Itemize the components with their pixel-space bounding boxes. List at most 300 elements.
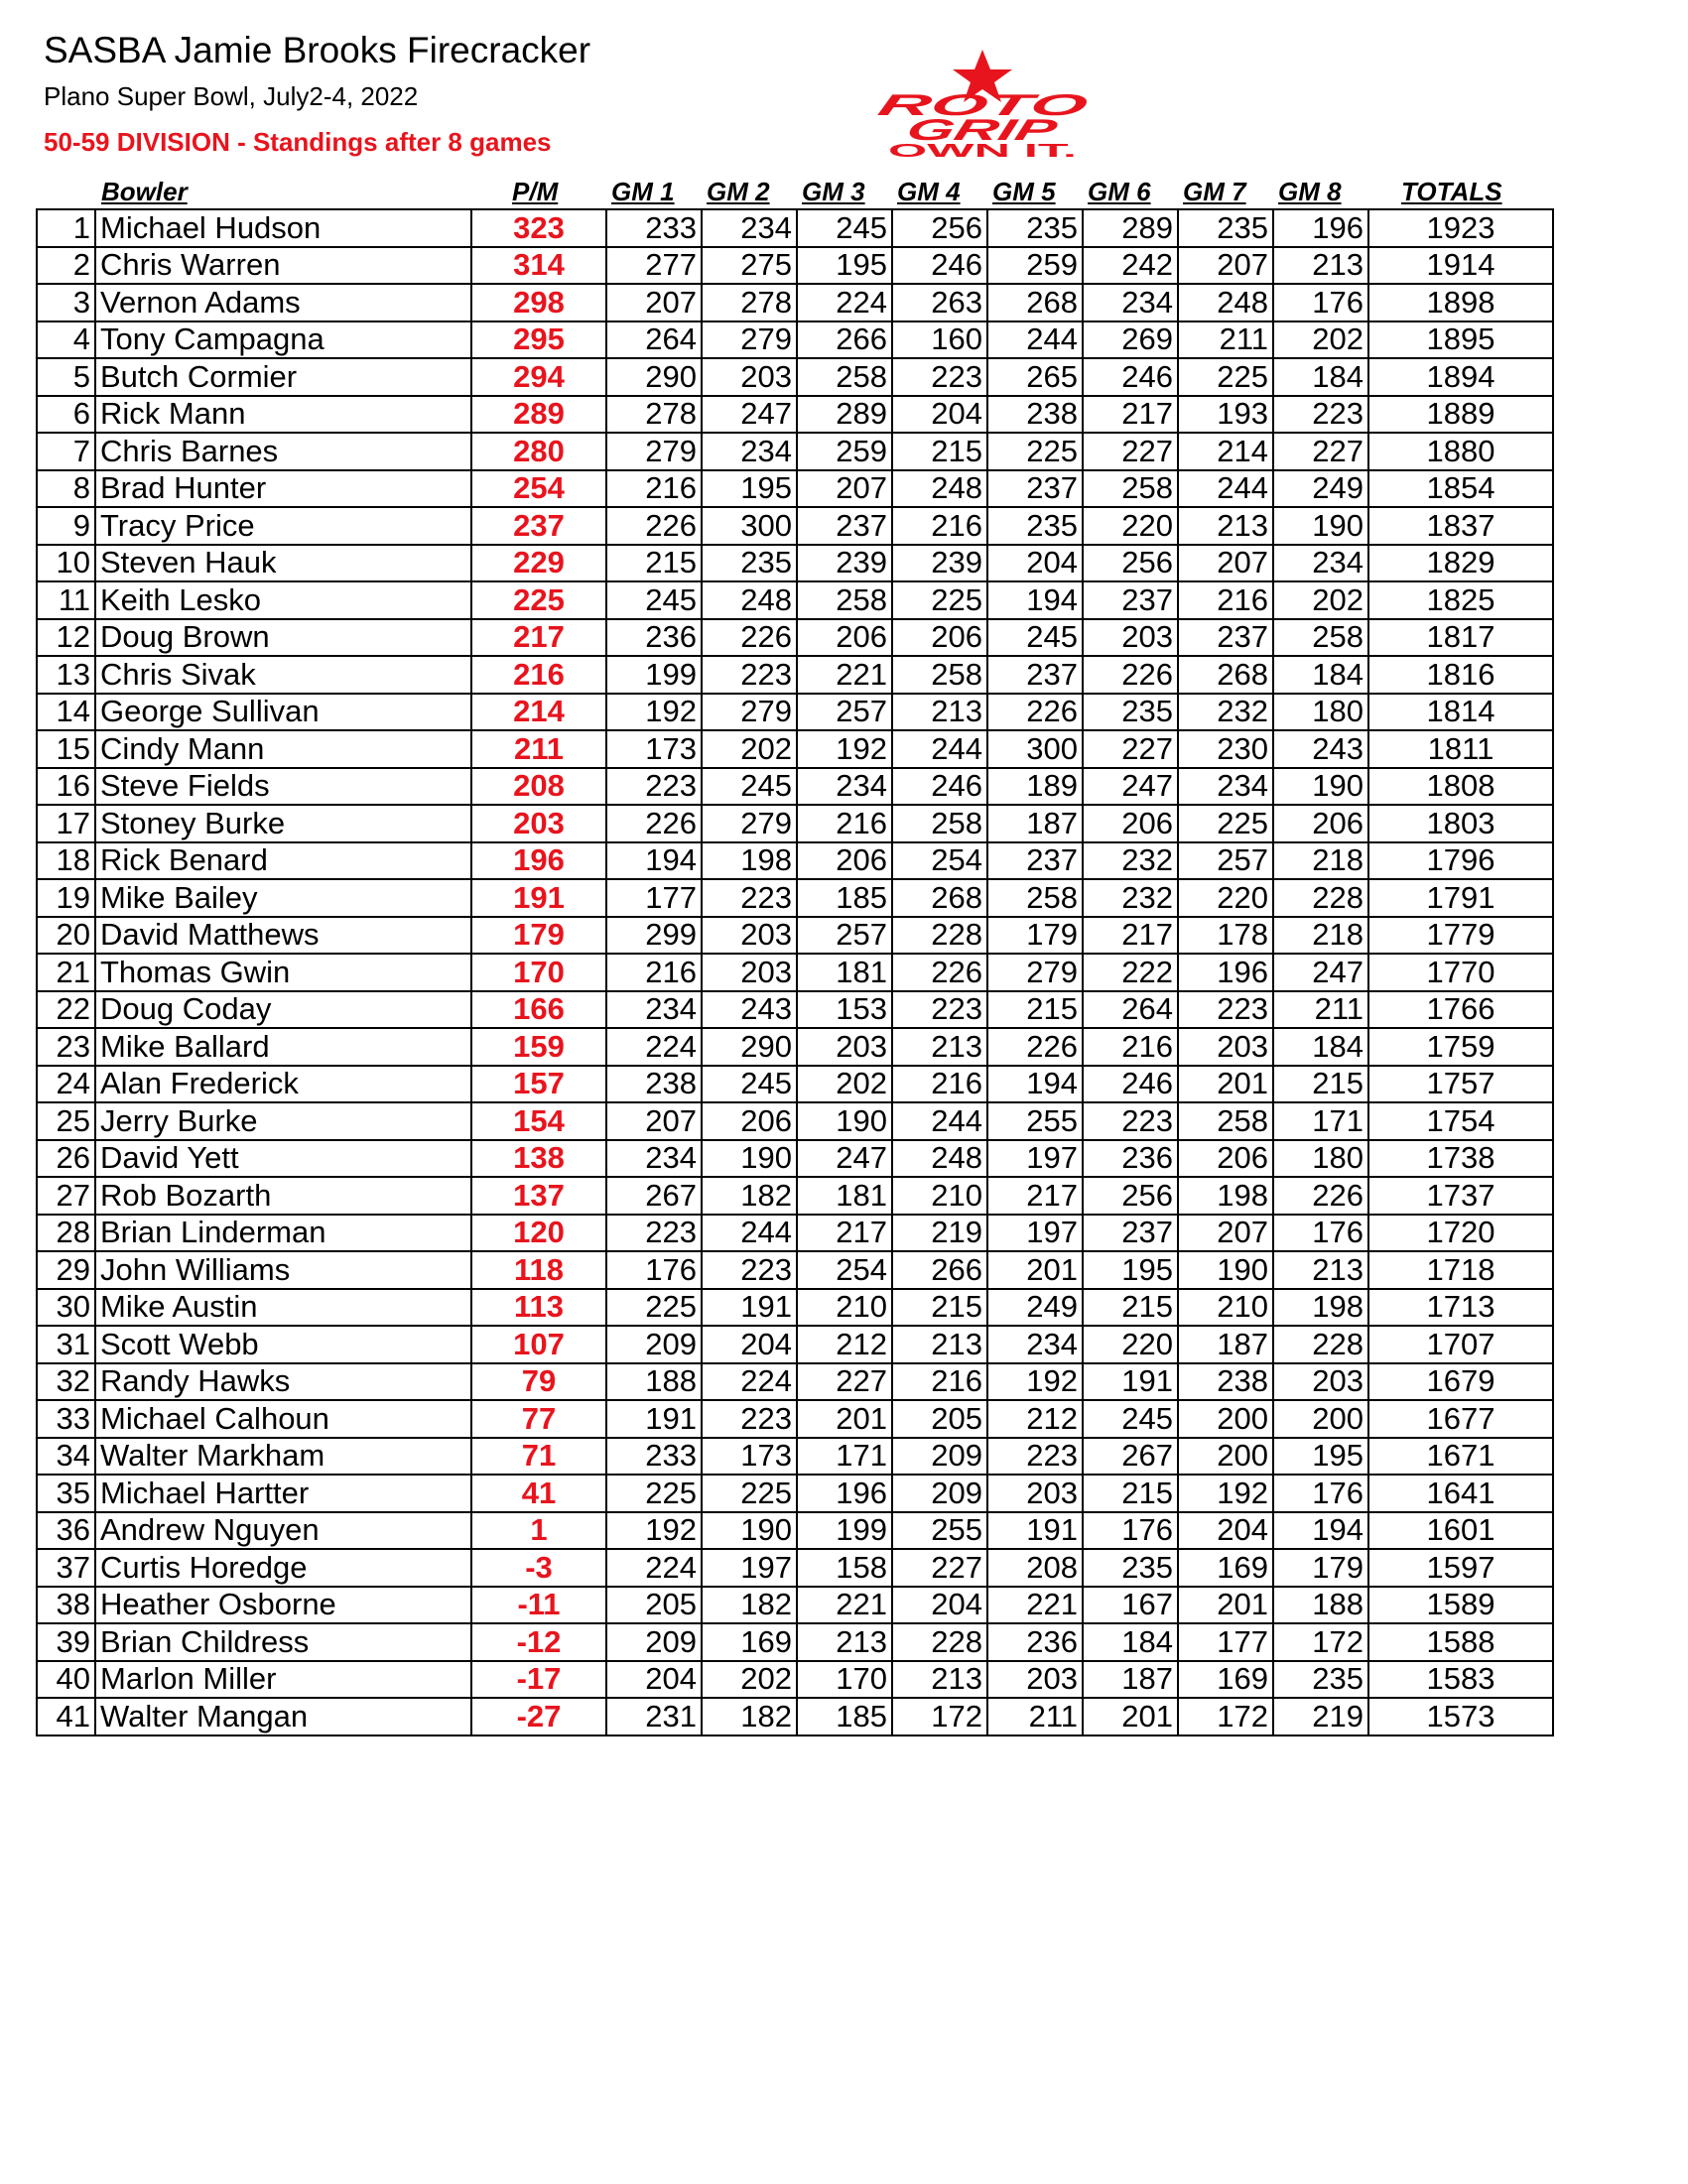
game-3-cell: 259 xyxy=(797,433,892,470)
plus-minus-cell: 216 xyxy=(471,656,606,694)
plus-minus-cell: 294 xyxy=(471,358,606,396)
game-4-cell: 258 xyxy=(892,656,987,694)
game-2-cell: 197 xyxy=(702,1549,797,1587)
game-7-cell: 223 xyxy=(1178,991,1273,1029)
table-row xyxy=(37,1400,1553,1438)
game-4-cell: 213 xyxy=(892,1661,987,1699)
total-pins-cell: 1808 xyxy=(1368,768,1553,806)
game-3-cell: 221 xyxy=(797,656,892,694)
game-2-cell: 234 xyxy=(702,433,797,470)
header-gm4: GM 4 xyxy=(897,177,961,206)
game-7-cell: 214 xyxy=(1178,433,1273,470)
total-pins-cell: 1583 xyxy=(1368,1661,1553,1699)
game-5-cell: 201 xyxy=(987,1251,1083,1289)
plus-minus-cell: 217 xyxy=(471,619,606,657)
table-row xyxy=(37,954,1553,991)
rank-cell: 5 xyxy=(37,358,95,396)
game-7-cell: 200 xyxy=(1178,1438,1273,1476)
game-6-cell: 247 xyxy=(1083,768,1178,806)
game-5-cell: 279 xyxy=(987,954,1083,991)
rank-cell: 23 xyxy=(37,1028,95,1066)
game-2-cell: 202 xyxy=(702,730,797,768)
game-8-cell: 258 xyxy=(1273,619,1368,657)
game-8-cell: 219 xyxy=(1273,1698,1368,1735)
game-4-cell: 263 xyxy=(892,284,987,321)
game-5-cell: 221 xyxy=(987,1587,1083,1624)
game-6-cell: 203 xyxy=(1083,619,1178,657)
game-5-cell: 235 xyxy=(987,209,1083,247)
game-5-cell: 192 xyxy=(987,1363,1083,1401)
game-4-cell: 213 xyxy=(892,694,987,731)
bowler-name-cell: Walter Markham xyxy=(95,1438,471,1476)
game-5-cell: 259 xyxy=(987,247,1083,285)
plus-minus-cell: 107 xyxy=(471,1326,606,1363)
game-6-cell: 201 xyxy=(1083,1698,1178,1735)
game-8-cell: 176 xyxy=(1273,284,1368,321)
game-7-cell: 238 xyxy=(1178,1363,1273,1401)
game-8-cell: 180 xyxy=(1273,1140,1368,1178)
total-pins-cell: 1766 xyxy=(1368,991,1553,1029)
game-2-cell: 190 xyxy=(702,1512,797,1550)
total-pins-cell: 1816 xyxy=(1368,656,1553,694)
game-6-cell: 215 xyxy=(1083,1475,1178,1512)
game-4-cell: 223 xyxy=(892,991,987,1029)
game-6-cell: 234 xyxy=(1083,284,1178,321)
game-1-cell: 264 xyxy=(606,321,702,359)
game-4-cell: 215 xyxy=(892,433,987,470)
game-1-cell: 188 xyxy=(606,1363,702,1401)
game-8-cell: 184 xyxy=(1273,656,1368,694)
plus-minus-cell: 154 xyxy=(471,1102,606,1140)
game-5-cell: 203 xyxy=(987,1475,1083,1512)
total-pins-cell: 1677 xyxy=(1368,1400,1553,1438)
game-2-cell: 206 xyxy=(702,1102,797,1140)
game-5-cell: 179 xyxy=(987,917,1083,955)
game-7-cell: 192 xyxy=(1178,1475,1273,1512)
game-7-cell: 207 xyxy=(1178,1215,1273,1252)
game-2-cell: 203 xyxy=(702,954,797,991)
total-pins-cell: 1641 xyxy=(1368,1475,1553,1512)
game-4-cell: 256 xyxy=(892,209,987,247)
logo-line2: GRIP xyxy=(903,113,984,147)
game-6-cell: 235 xyxy=(1083,1549,1178,1587)
game-2-cell: 248 xyxy=(702,581,797,619)
bowler-name-cell: Brad Hunter xyxy=(95,470,471,508)
table-row xyxy=(37,1623,1553,1661)
bowler-name-cell: Rob Bozarth xyxy=(95,1177,471,1215)
header-totals: TOTALS xyxy=(1401,177,1502,206)
total-pins-cell: 1671 xyxy=(1368,1438,1553,1476)
total-pins-cell: 1573 xyxy=(1368,1698,1553,1735)
game-1-cell: 234 xyxy=(606,1140,702,1178)
game-2-cell: 182 xyxy=(702,1698,797,1735)
game-6-cell: 223 xyxy=(1083,1102,1178,1140)
header-bowler: Bowler xyxy=(101,177,188,206)
game-4-cell: 254 xyxy=(892,842,987,880)
game-2-cell: 223 xyxy=(702,656,797,694)
game-1-cell: 209 xyxy=(606,1623,702,1661)
plus-minus-cell: 225 xyxy=(471,581,606,619)
game-6-cell: 264 xyxy=(1083,991,1178,1029)
game-7-cell: 169 xyxy=(1178,1549,1273,1587)
game-3-cell: 247 xyxy=(797,1140,892,1178)
game-8-cell: 203 xyxy=(1273,1363,1368,1401)
rank-cell: 28 xyxy=(37,1215,95,1252)
rank-cell: 12 xyxy=(37,619,95,657)
game-7-cell: 225 xyxy=(1178,358,1273,396)
plus-minus-cell: 166 xyxy=(471,991,606,1029)
plus-minus-cell: 314 xyxy=(471,247,606,285)
game-1-cell: 238 xyxy=(606,1066,702,1103)
bowler-name-cell: Stoney Burke xyxy=(95,805,471,842)
table-row xyxy=(37,694,1553,731)
game-2-cell: 190 xyxy=(702,1140,797,1178)
game-3-cell: 158 xyxy=(797,1549,892,1587)
game-8-cell: 195 xyxy=(1273,1438,1368,1476)
game-8-cell: 180 xyxy=(1273,694,1368,731)
game-3-cell: 289 xyxy=(797,396,892,434)
table-row xyxy=(37,991,1553,1029)
rank-cell: 33 xyxy=(37,1400,95,1438)
game-4-cell: 248 xyxy=(892,470,987,508)
game-7-cell: 237 xyxy=(1178,619,1273,657)
table-row xyxy=(37,545,1553,582)
game-2-cell: 182 xyxy=(702,1587,797,1624)
plus-minus-cell: 118 xyxy=(471,1251,606,1289)
game-2-cell: 203 xyxy=(702,358,797,396)
rank-cell: 7 xyxy=(37,433,95,470)
game-2-cell: 279 xyxy=(702,321,797,359)
rank-cell: 13 xyxy=(37,656,95,694)
table-row xyxy=(37,1251,1553,1289)
game-8-cell: 213 xyxy=(1273,1251,1368,1289)
game-5-cell: 265 xyxy=(987,358,1083,396)
game-1-cell: 173 xyxy=(606,730,702,768)
game-8-cell: 202 xyxy=(1273,581,1368,619)
bowler-name-cell: Vernon Adams xyxy=(95,284,471,321)
game-2-cell: 204 xyxy=(702,1326,797,1363)
bowler-name-cell: Michael Hartter xyxy=(95,1475,471,1512)
game-5-cell: 197 xyxy=(987,1140,1083,1178)
game-4-cell: 248 xyxy=(892,1140,987,1178)
game-1-cell: 225 xyxy=(606,1475,702,1512)
game-1-cell: 224 xyxy=(606,1028,702,1066)
bowler-name-cell: John Williams xyxy=(95,1251,471,1289)
game-1-cell: 192 xyxy=(606,1512,702,1550)
total-pins-cell: 1597 xyxy=(1368,1549,1553,1587)
game-2-cell: 278 xyxy=(702,284,797,321)
game-6-cell: 246 xyxy=(1083,1066,1178,1103)
plus-minus-cell: 137 xyxy=(471,1177,606,1215)
game-3-cell: 258 xyxy=(797,581,892,619)
game-4-cell: 209 xyxy=(892,1475,987,1512)
total-pins-cell: 1837 xyxy=(1368,507,1553,545)
total-pins-cell: 1894 xyxy=(1368,358,1553,396)
table-row xyxy=(37,805,1553,842)
game-7-cell: 213 xyxy=(1178,507,1273,545)
game-5-cell: 249 xyxy=(987,1289,1083,1327)
game-2-cell: 195 xyxy=(702,470,797,508)
plus-minus-cell: 203 xyxy=(471,805,606,842)
rank-cell: 4 xyxy=(37,321,95,359)
game-6-cell: 235 xyxy=(1083,694,1178,731)
total-pins-cell: 1814 xyxy=(1368,694,1553,731)
game-7-cell: 178 xyxy=(1178,917,1273,955)
plus-minus-cell: 214 xyxy=(471,694,606,731)
table-row xyxy=(37,1028,1553,1066)
game-6-cell: 215 xyxy=(1083,1289,1178,1327)
game-7-cell: 257 xyxy=(1178,842,1273,880)
rank-cell: 40 xyxy=(37,1661,95,1699)
table-row xyxy=(37,358,1553,396)
plus-minus-cell: -11 xyxy=(471,1587,606,1624)
plus-minus-cell: 159 xyxy=(471,1028,606,1066)
game-3-cell: 254 xyxy=(797,1251,892,1289)
game-6-cell: 195 xyxy=(1083,1251,1178,1289)
game-8-cell: 171 xyxy=(1273,1102,1368,1140)
rank-cell: 25 xyxy=(37,1102,95,1140)
game-7-cell: 201 xyxy=(1178,1066,1273,1103)
game-2-cell: 225 xyxy=(702,1475,797,1512)
table-row xyxy=(37,209,1553,247)
game-1-cell: 236 xyxy=(606,619,702,657)
game-6-cell: 242 xyxy=(1083,247,1178,285)
game-6-cell: 236 xyxy=(1083,1140,1178,1178)
game-6-cell: 237 xyxy=(1083,581,1178,619)
game-4-cell: 204 xyxy=(892,1587,987,1624)
game-8-cell: 218 xyxy=(1273,917,1368,955)
game-8-cell: 234 xyxy=(1273,545,1368,582)
game-7-cell: 203 xyxy=(1178,1028,1273,1066)
header-pm: P/M xyxy=(512,177,559,206)
game-4-cell: 204 xyxy=(892,396,987,434)
game-1-cell: 223 xyxy=(606,768,702,806)
game-2-cell: 223 xyxy=(702,879,797,917)
game-6-cell: 206 xyxy=(1083,805,1178,842)
game-1-cell: 225 xyxy=(606,1289,702,1327)
rank-cell: 11 xyxy=(37,581,95,619)
game-2-cell: 275 xyxy=(702,247,797,285)
game-4-cell: 244 xyxy=(892,1102,987,1140)
game-7-cell: 234 xyxy=(1178,768,1273,806)
game-6-cell: 232 xyxy=(1083,842,1178,880)
game-4-cell: 255 xyxy=(892,1512,987,1550)
game-2-cell: 223 xyxy=(702,1251,797,1289)
game-7-cell: 196 xyxy=(1178,954,1273,991)
bowler-name-cell: Chris Sivak xyxy=(95,656,471,694)
rank-cell: 32 xyxy=(37,1363,95,1401)
event-subtitle: Plano Super Bowl, July2-4, 2022 xyxy=(44,81,419,111)
total-pins-cell: 1829 xyxy=(1368,545,1553,582)
game-5-cell: 235 xyxy=(987,507,1083,545)
game-4-cell: 227 xyxy=(892,1549,987,1587)
game-3-cell: 206 xyxy=(797,842,892,880)
game-1-cell: 216 xyxy=(606,470,702,508)
table-row xyxy=(37,247,1553,285)
game-6-cell: 227 xyxy=(1083,433,1178,470)
game-5-cell: 237 xyxy=(987,470,1083,508)
table-row xyxy=(37,1438,1553,1476)
game-2-cell: 173 xyxy=(702,1438,797,1476)
game-3-cell: 207 xyxy=(797,470,892,508)
bowler-name-cell: Mike Bailey xyxy=(95,879,471,917)
game-4-cell: 219 xyxy=(892,1215,987,1252)
game-7-cell: 235 xyxy=(1178,209,1273,247)
header-gm5: GM 5 xyxy=(992,177,1056,206)
table-row xyxy=(37,656,1553,694)
plus-minus-cell: 120 xyxy=(471,1215,606,1252)
game-6-cell: 269 xyxy=(1083,321,1178,359)
game-4-cell: 228 xyxy=(892,1623,987,1661)
total-pins-cell: 1757 xyxy=(1368,1066,1553,1103)
rank-cell: 20 xyxy=(37,917,95,955)
bowler-name-cell: Alan Frederick xyxy=(95,1066,471,1103)
game-6-cell: 217 xyxy=(1083,396,1178,434)
total-pins-cell: 1589 xyxy=(1368,1587,1553,1624)
game-2-cell: 169 xyxy=(702,1623,797,1661)
game-5-cell: 194 xyxy=(987,1066,1083,1103)
plus-minus-cell: 157 xyxy=(471,1066,606,1103)
table-row xyxy=(37,1066,1553,1103)
game-1-cell: 277 xyxy=(606,247,702,285)
rank-cell: 26 xyxy=(37,1140,95,1178)
game-5-cell: 237 xyxy=(987,842,1083,880)
game-1-cell: 215 xyxy=(606,545,702,582)
total-pins-cell: 1803 xyxy=(1368,805,1553,842)
game-3-cell: 181 xyxy=(797,1177,892,1215)
rank-cell: 2 xyxy=(37,247,95,285)
total-pins-cell: 1588 xyxy=(1368,1623,1553,1661)
game-8-cell: 184 xyxy=(1273,358,1368,396)
game-5-cell: 226 xyxy=(987,694,1083,731)
table-row xyxy=(37,917,1553,955)
game-5-cell: 225 xyxy=(987,433,1083,470)
game-7-cell: 207 xyxy=(1178,545,1273,582)
rank-cell: 15 xyxy=(37,730,95,768)
game-1-cell: 216 xyxy=(606,954,702,991)
rank-cell: 9 xyxy=(37,507,95,545)
table-row xyxy=(37,1698,1553,1735)
plus-minus-cell: 1 xyxy=(471,1512,606,1550)
rank-cell: 38 xyxy=(37,1587,95,1624)
game-6-cell: 226 xyxy=(1083,656,1178,694)
bowler-name-cell: David Yett xyxy=(95,1140,471,1178)
bowler-name-cell: Michael Hudson xyxy=(95,209,471,247)
bowler-name-cell: Chris Warren xyxy=(95,247,471,285)
game-3-cell: 185 xyxy=(797,1698,892,1735)
plus-minus-cell: 254 xyxy=(471,470,606,508)
game-6-cell: 176 xyxy=(1083,1512,1178,1550)
total-pins-cell: 1923 xyxy=(1368,209,1553,247)
game-6-cell: 227 xyxy=(1083,730,1178,768)
total-pins-cell: 1880 xyxy=(1368,433,1553,470)
game-2-cell: 244 xyxy=(702,1215,797,1252)
game-7-cell: 190 xyxy=(1178,1251,1273,1289)
game-3-cell: 227 xyxy=(797,1363,892,1401)
game-6-cell: 258 xyxy=(1083,470,1178,508)
game-4-cell: 244 xyxy=(892,730,987,768)
game-5-cell: 217 xyxy=(987,1177,1083,1215)
table-row xyxy=(37,321,1553,359)
game-2-cell: 223 xyxy=(702,1400,797,1438)
game-4-cell: 258 xyxy=(892,805,987,842)
game-8-cell: 172 xyxy=(1273,1623,1368,1661)
game-5-cell: 245 xyxy=(987,619,1083,657)
game-1-cell: 176 xyxy=(606,1251,702,1289)
bowler-name-cell: Rick Mann xyxy=(95,396,471,434)
game-4-cell: 213 xyxy=(892,1028,987,1066)
total-pins-cell: 1817 xyxy=(1368,619,1553,657)
game-8-cell: 226 xyxy=(1273,1177,1368,1215)
game-3-cell: 224 xyxy=(797,284,892,321)
game-3-cell: 266 xyxy=(797,321,892,359)
game-6-cell: 167 xyxy=(1083,1587,1178,1624)
plus-minus-cell: 71 xyxy=(471,1438,606,1476)
game-7-cell: 198 xyxy=(1178,1177,1273,1215)
game-7-cell: 206 xyxy=(1178,1140,1273,1178)
game-7-cell: 193 xyxy=(1178,396,1273,434)
game-1-cell: 204 xyxy=(606,1661,702,1699)
rank-cell: 22 xyxy=(37,991,95,1029)
total-pins-cell: 1754 xyxy=(1368,1102,1553,1140)
table-row xyxy=(37,879,1553,917)
table-row xyxy=(37,1326,1553,1363)
table-row xyxy=(37,1549,1553,1587)
game-8-cell: 190 xyxy=(1273,768,1368,806)
total-pins-cell: 1779 xyxy=(1368,917,1553,955)
game-6-cell: 289 xyxy=(1083,209,1178,247)
game-3-cell: 170 xyxy=(797,1661,892,1699)
game-6-cell: 232 xyxy=(1083,879,1178,917)
game-4-cell: 210 xyxy=(892,1177,987,1215)
game-7-cell: 220 xyxy=(1178,879,1273,917)
total-pins-cell: 1718 xyxy=(1368,1251,1553,1289)
game-3-cell: 196 xyxy=(797,1475,892,1512)
game-1-cell: 205 xyxy=(606,1587,702,1624)
game-3-cell: 190 xyxy=(797,1102,892,1140)
bowler-name-cell: Chris Barnes xyxy=(95,433,471,470)
game-8-cell: 184 xyxy=(1273,1028,1368,1066)
total-pins-cell: 1720 xyxy=(1368,1215,1553,1252)
bowler-name-cell: Steven Hauk xyxy=(95,545,471,582)
game-3-cell: 210 xyxy=(797,1289,892,1327)
plus-minus-cell: 298 xyxy=(471,284,606,321)
table-row xyxy=(37,619,1553,657)
plus-minus-cell: 208 xyxy=(471,768,606,806)
plus-minus-cell: -17 xyxy=(471,1661,606,1699)
total-pins-cell: 1738 xyxy=(1368,1140,1553,1178)
game-2-cell: 247 xyxy=(702,396,797,434)
plus-minus-cell: 113 xyxy=(471,1289,606,1327)
bowler-name-cell: Keith Lesko xyxy=(95,581,471,619)
game-1-cell: 177 xyxy=(606,879,702,917)
game-3-cell: 237 xyxy=(797,507,892,545)
plus-minus-cell: 138 xyxy=(471,1140,606,1178)
game-8-cell: 206 xyxy=(1273,805,1368,842)
game-5-cell: 212 xyxy=(987,1400,1083,1438)
game-1-cell: 278 xyxy=(606,396,702,434)
rank-cell: 41 xyxy=(37,1698,95,1735)
plus-minus-cell: -27 xyxy=(471,1698,606,1735)
rank-cell: 8 xyxy=(37,470,95,508)
table-row xyxy=(37,1475,1553,1512)
game-5-cell: 237 xyxy=(987,656,1083,694)
game-1-cell: 226 xyxy=(606,805,702,842)
game-8-cell: 211 xyxy=(1273,991,1368,1029)
bowler-name-cell: Mike Austin xyxy=(95,1289,471,1327)
table-row xyxy=(37,842,1553,880)
standings-table xyxy=(36,208,1554,1736)
